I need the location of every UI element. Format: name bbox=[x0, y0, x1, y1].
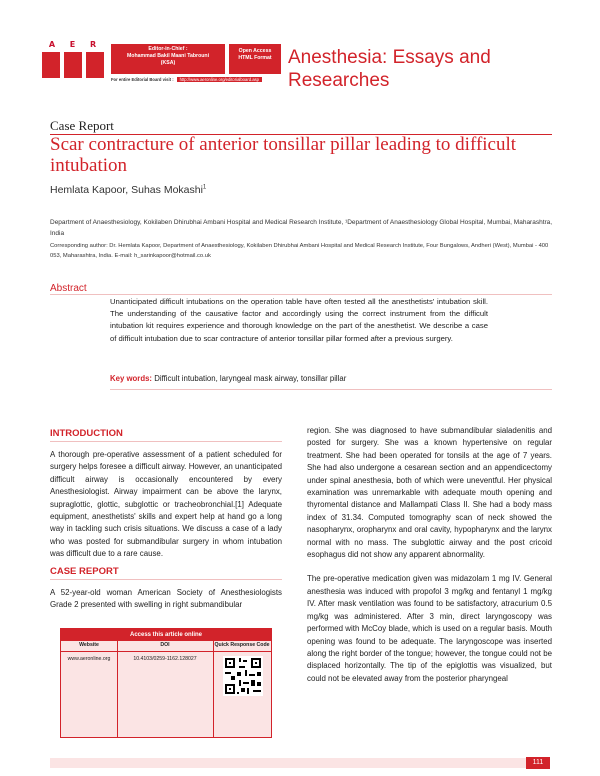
open-access-label: Open Access bbox=[238, 48, 272, 54]
abstract-heading: Abstract bbox=[50, 283, 87, 294]
footer-band bbox=[50, 758, 526, 768]
article-type: Case Report bbox=[50, 118, 114, 133]
qr-label: Quick Response Code bbox=[214, 642, 270, 648]
logo-bar bbox=[64, 52, 82, 78]
qr-code-icon[interactable] bbox=[223, 656, 263, 696]
page-number: 111 bbox=[526, 757, 550, 769]
logo-bar bbox=[86, 52, 104, 78]
logo-letter-a: A bbox=[48, 40, 57, 49]
doi-label: DOI bbox=[160, 642, 170, 648]
publisher-logo bbox=[42, 40, 104, 80]
divider bbox=[110, 389, 552, 390]
paragraph: region. She was diagnosed to have submandibular sialadenitis and posted for surgery. She was a known hypertensive on regular treatment. She had been operated for tonsils at the age of 7 years. She had also undergone a cesarean section and an appendicectomy under spinal anesthesia, both of which were uneventful. Her physical examination was unremarkable with adequate mouth opening and thyromental distance and Mallampati Class II. She had a body mass index of 31.34. Computed tomography scan of neck showed the nasopharynx, oropharynx and oral cavity, hypopharynx and the larynx normal with no mass. The subglottic airway and the post cricoid esophagus did not show any apparent abnormality. bbox=[307, 426, 552, 560]
author-names: Hemlata Kapoor, Suhas Mokashi bbox=[50, 184, 203, 196]
keywords-label: Key words: bbox=[110, 374, 153, 383]
authors bbox=[50, 184, 206, 196]
affiliation: Department of Anaesthesiology, Kokilaben Dhirubhai Ambani Hospital and Medical Research Institute, ¹Department of Anaesthesiology Global Hospital, Mumbai, Maharashtra, India bbox=[50, 219, 553, 237]
article-title: Scar contracture of anterior tonsillar pillar leading to difficult intubation bbox=[50, 134, 517, 176]
introduction-heading: INTRODUCTION bbox=[50, 428, 123, 439]
journal-title: Anesthesia: Essays and Researches bbox=[288, 47, 491, 91]
case-report-text: A 52-year-old woman American Society of Anesthesiologists Grade 2 presented with swelling in right submandibular bbox=[50, 588, 282, 610]
doi-link[interactable]: 10.4103/0259-1162.128027 bbox=[133, 656, 197, 662]
divider bbox=[61, 651, 271, 652]
editorial-board-link[interactable]: http://www.aeronline.org/editorialboard.asp bbox=[177, 77, 262, 82]
introduction-text: A thorough pre-operative assessment of a patient scheduled for surgery helps foresee a difficult airway. However, an unanticipated difficult airway is occasionally encountered by every Anesthesiologist. Airway impairment can be above the larynx, supraglottic, glottic, subglottic or tracheobronchial.[1] Adequate equipment, anesthetists' skills and expert help at hand go a long way in tackling such crisis situations. We discuss a case of a lady who was posted for submandibular surgery in whom intubation was difficult due to a rare cause. bbox=[50, 450, 282, 559]
case-report-heading: CASE REPORT bbox=[50, 566, 119, 577]
editor-country: (KSA) bbox=[160, 60, 176, 67]
paragraph: The pre-operative medication given was midazolam 1 mg IV. General anesthesia was induced with propofol 3 mg/kg and fentanyl 1 mg/kg IV. After mask ventilation was found to be satisfactory, atracurium 0.5 mg/kg was administered. After 3 min, direct laryngoscopy was performed with McCoy blade, which is used on a regular basis. Mouth opening was found to be adequate. The laryngoscope was inserted along the right border of the tongue; however, the tongue could not be displaced horizontally. The tip of the epiglottis was visualized, but could not be elevated away from the posterior pharyngeal bbox=[307, 574, 552, 683]
html-format-label: HTML Format bbox=[238, 55, 272, 62]
editorial-board-visit bbox=[111, 76, 281, 84]
divider bbox=[213, 641, 214, 737]
open-access-box bbox=[229, 44, 281, 74]
keywords bbox=[110, 374, 510, 383]
logo-letter-r: R bbox=[89, 40, 98, 49]
right-column bbox=[307, 425, 552, 685]
divider bbox=[50, 294, 552, 295]
website-link[interactable]: www.aeronline.org bbox=[67, 656, 111, 662]
logo-letter-e: E bbox=[69, 40, 77, 49]
divider bbox=[50, 579, 282, 580]
abstract-text: Unanticipated difficult intubations on the operation table have often tested all the anesthetists' intubation skill. The understanding of the causative factor and accordingly using the correct instrument from the difficult intubation kit requires experience and thorough knowledge on the part of the anesthetist. We describe a case of difficult intubation due to scar contracture of anterior tonsillar pillar formed after a previous surgery. bbox=[110, 297, 488, 343]
correspondence: Corresponding author: Dr. Hemlata Kapoor, Department of Anaesthesiology, Kokilaben Dhirubhai Ambani Hospital and Medical Research Institute, Four Bungalows, Andheri (West), Mumbai - 400 053, Maharashtra, India. E-mail: h_sarinkapoor@hotmail.co.uk bbox=[50, 243, 549, 259]
logo-bar bbox=[42, 52, 60, 78]
access-box-title: Access this article online bbox=[61, 629, 271, 641]
website-label: Website bbox=[79, 642, 99, 648]
author-superscript: 1 bbox=[202, 184, 207, 191]
access-article-box bbox=[60, 628, 272, 738]
editor-label: Editor-in-Chief : bbox=[148, 46, 188, 52]
editor-name: Mohammad Bakil Maani Tabrouni bbox=[126, 53, 210, 60]
keywords-text: Difficult intubation, laryngeal mask airway, tonsillar pillar bbox=[154, 374, 347, 383]
editor-in-chief-box bbox=[111, 44, 225, 74]
divider bbox=[50, 441, 282, 442]
visit-label: For entire Editorial Board visit : bbox=[111, 77, 174, 82]
